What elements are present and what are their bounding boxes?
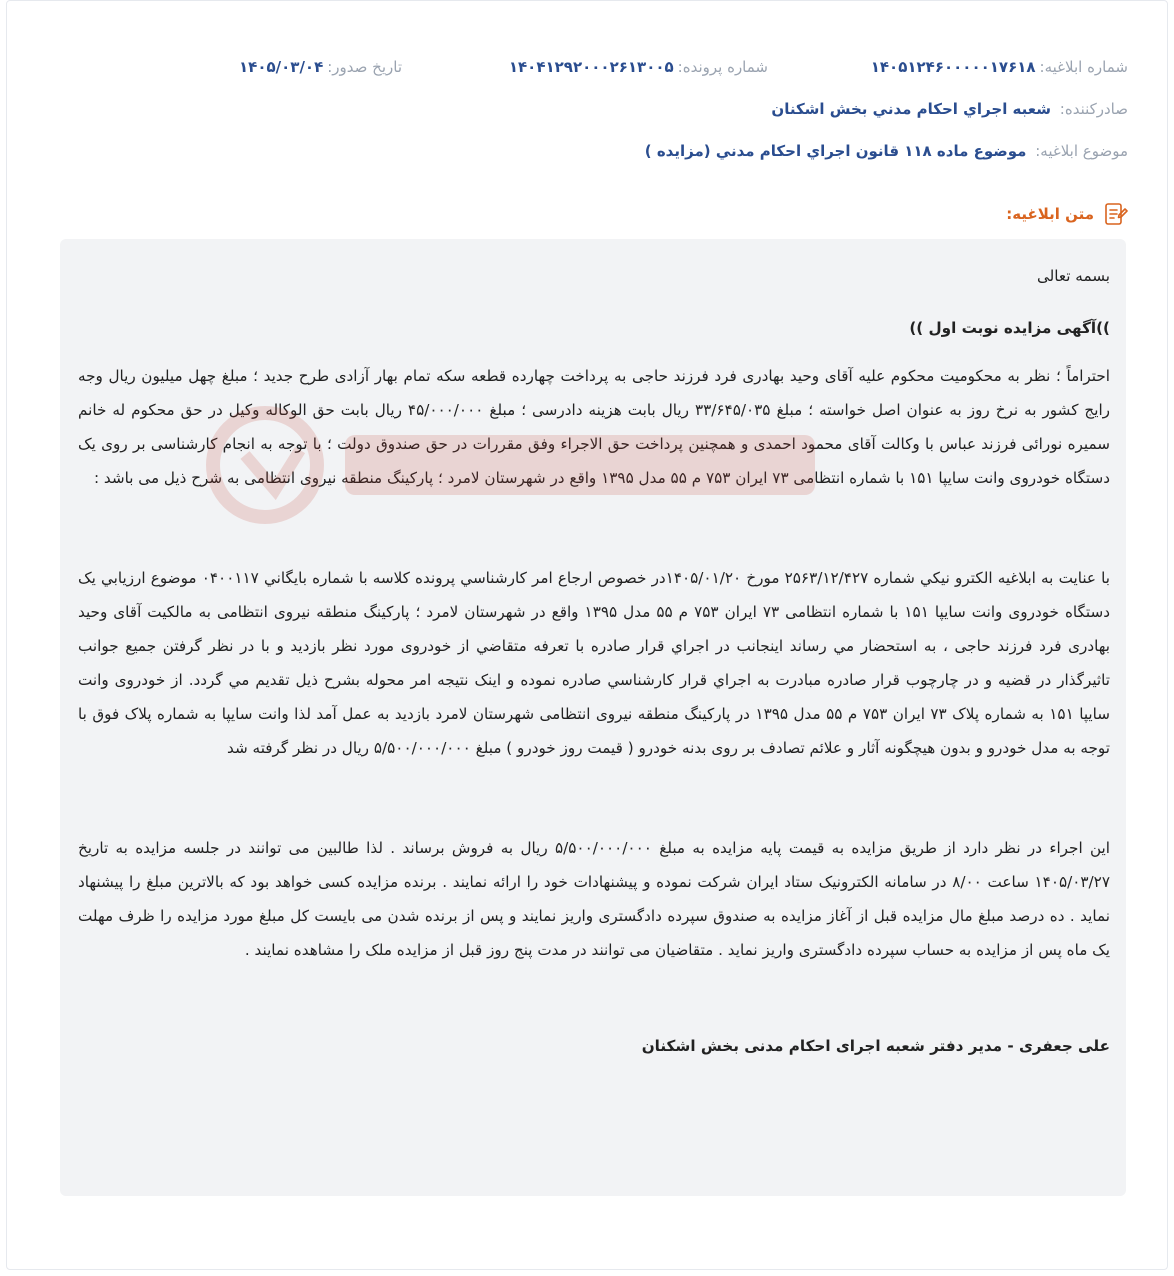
issuer-value: شعبه اجراي احكام مدني بخش اشكنان <box>771 100 1051 118</box>
notice-paragraph-3: این اجراء در نظر دارد از طریق مزایده به قیمت پایه مزایده به مبلغ ۵/۵۰۰/۰۰۰/۰۰۰ ریال به فروش برساند . لذا طالبین می توانند در جلسه مزایده به تاریخ ۱۴۰۵/۰۳/۲۷ ساعت ۸/۰۰ در سامانه الکترونیک ستاد ایران شرکت نموده و پیشنهادات خود را ارائه نمایند . برنده مزایده کسی خواهد بود که بالاترین مبلغ را پیشنهاد نماید . ده درصد مبلغ مال مزایده قبل از آغاز مزایده به صندوق سپرده دادگستری واریز نمایند و پس از برنده شدن می بایست کل مبلغ مورد مزایده را ظرف مهلت یک ماه پس از مزایده به حساب سپرده دادگستری واریز نماید . متقاضیان می توانند در مدت پنج روز قبل از مزایده ملک را مشاهده نمایند . <box>78 839 1110 959</box>
issue-date-label: تاريخ صدور: <box>327 58 402 76</box>
issue-date-value: ۱۴۰۵/۰۳/۰۴ <box>239 58 324 76</box>
notice-signature: علی جعفری - مدیر دفتر شعبه اجرای احکام مدنی بخش اشکنان <box>641 1037 1110 1055</box>
notice-number-value: ۱۴۰۵۱۲۴۶۰۰۰۰۰۱۷۶۱۸ <box>870 58 1036 76</box>
document-icon <box>1102 201 1128 227</box>
notice-number <box>871 58 1128 76</box>
notice-text-heading <box>1006 200 1128 228</box>
case-number <box>509 58 768 76</box>
notice-number-label: شماره ابلاغيه: <box>1039 58 1128 76</box>
subject-row <box>60 142 1128 160</box>
notice-paragraph-2: با عنايت به ابلاغيه الكترو نيكي شماره ۲۵۶۳/۱۲/۴۲۷ مورخ ۱۴۰۵/۰۱/۲۰در خصوص ارجاع امر كارشناسي پرونده كلاسه با شماره بايگاني ۰۴۰۰۱۱۷ موضوع ارزيابي يک دستگاه خودروی وانت سایپا ۱۵۱ با شماره انتظامی ۷۳ ایران ۷۵۳ م ۵۵ مدل ۱۳۹۵ واقع در شهرستان لامرد ؛ پارکینگ منطقه نیروی انتظامی به مالکیت آقای وحید بهادری فرد فرزند حاجی ، به استحضار مي رساند اينجانب در اجراي قرار صادره با تعرفه متقاضي از خودروی مورد نظر بازديد و با در نظر گرفتن جميع جوانب تاثيرگذار در قضيه و در چارچوب قرار صادره مبادرت به اجراي قرار كارشناسي صادره نموده و اينک نتيجه امر محوله بشرح ذيل تقديم مي گردد. از خودروی وانت سایپا ۱۵۱ به شماره پلاک ۷۳ ایران ۷۵۳ م ۵۵ مدل ۱۳۹۵ در پارکینگ منطقه نیروی انتظامی شهرستان لامرد بازدید به عمل آمد لذا وانت سایپا به شماره پلاک فوق با توجه به مدل خودرو و بدون هیچگونه آثار و علائم تصادف بر روی بدنه خودرو ( قیمت روز خودرو ) مبلغ ۵/۵۰۰/۰۰۰/۰۰۰ ریال در نظر گرفته شد <box>78 569 1111 757</box>
notice-paragraph-1: احتراماً ؛ نظر به محکومیت محکوم علیه آقای وحید بهادری فرد فرزند حاجی به پرداخت چهارده قطعه سکه تمام بهار آزادی طرح جدید ؛ مبلغ چهل میلیون ریال وجه رایج کشور به نرخ روز به عنوان اصل خواسته ؛ مبلغ ۳۳/۶۴۵/۰۳۵ ریال بابت هزینه دادرسی ؛ مبلغ ۴۵/۰۰۰/۰۰۰ ریال بابت حق الوکاله وکیل در حق محکوم له خانم سمیره نورائی فرزند عباس با وکالت آقای محمود احمدی و همچنین پرداخت حق الاجراء وفق مقررات در حق صندوق دولت ؛ با توجه به انجام کارشناسی بر روی یک دستگاه خودروی وانت سایپا ۱۵۱ با شماره انتظامی ۷۳ ایران ۷۵۳ م ۵۵ مدل ۱۳۹۵ واقع در شهرستان لامرد ؛ پارکینگ منطقه نیروی انتظامی به شرح ذیل می باشد : <box>78 367 1110 487</box>
issuer-label: صادرکننده: <box>1059 100 1128 118</box>
case-number-value: ۱۴۰۴۱۲۹۲۰۰۰۲۶۱۳۰۰۵ <box>508 58 674 76</box>
case-number-label: شماره پرونده: <box>677 58 768 76</box>
notice-meta-row <box>60 58 1128 82</box>
subject-label: موضوع ابلاغيه: <box>1035 142 1128 160</box>
notice-greeting: بسمه تعالی <box>1037 267 1110 285</box>
notice-body-panel <box>60 239 1126 1196</box>
issue-date <box>239 58 402 76</box>
issuer-row <box>60 100 1128 118</box>
notice-text-label: متن ابلاغيه: <box>1006 205 1094 223</box>
notice-title: ))آگهی مزایده نوبت اول )) <box>909 319 1110 337</box>
subject-value: موضوع ماده ۱۱۸ قانون اجراي احكام مدني (مزايده ) <box>644 142 1027 160</box>
